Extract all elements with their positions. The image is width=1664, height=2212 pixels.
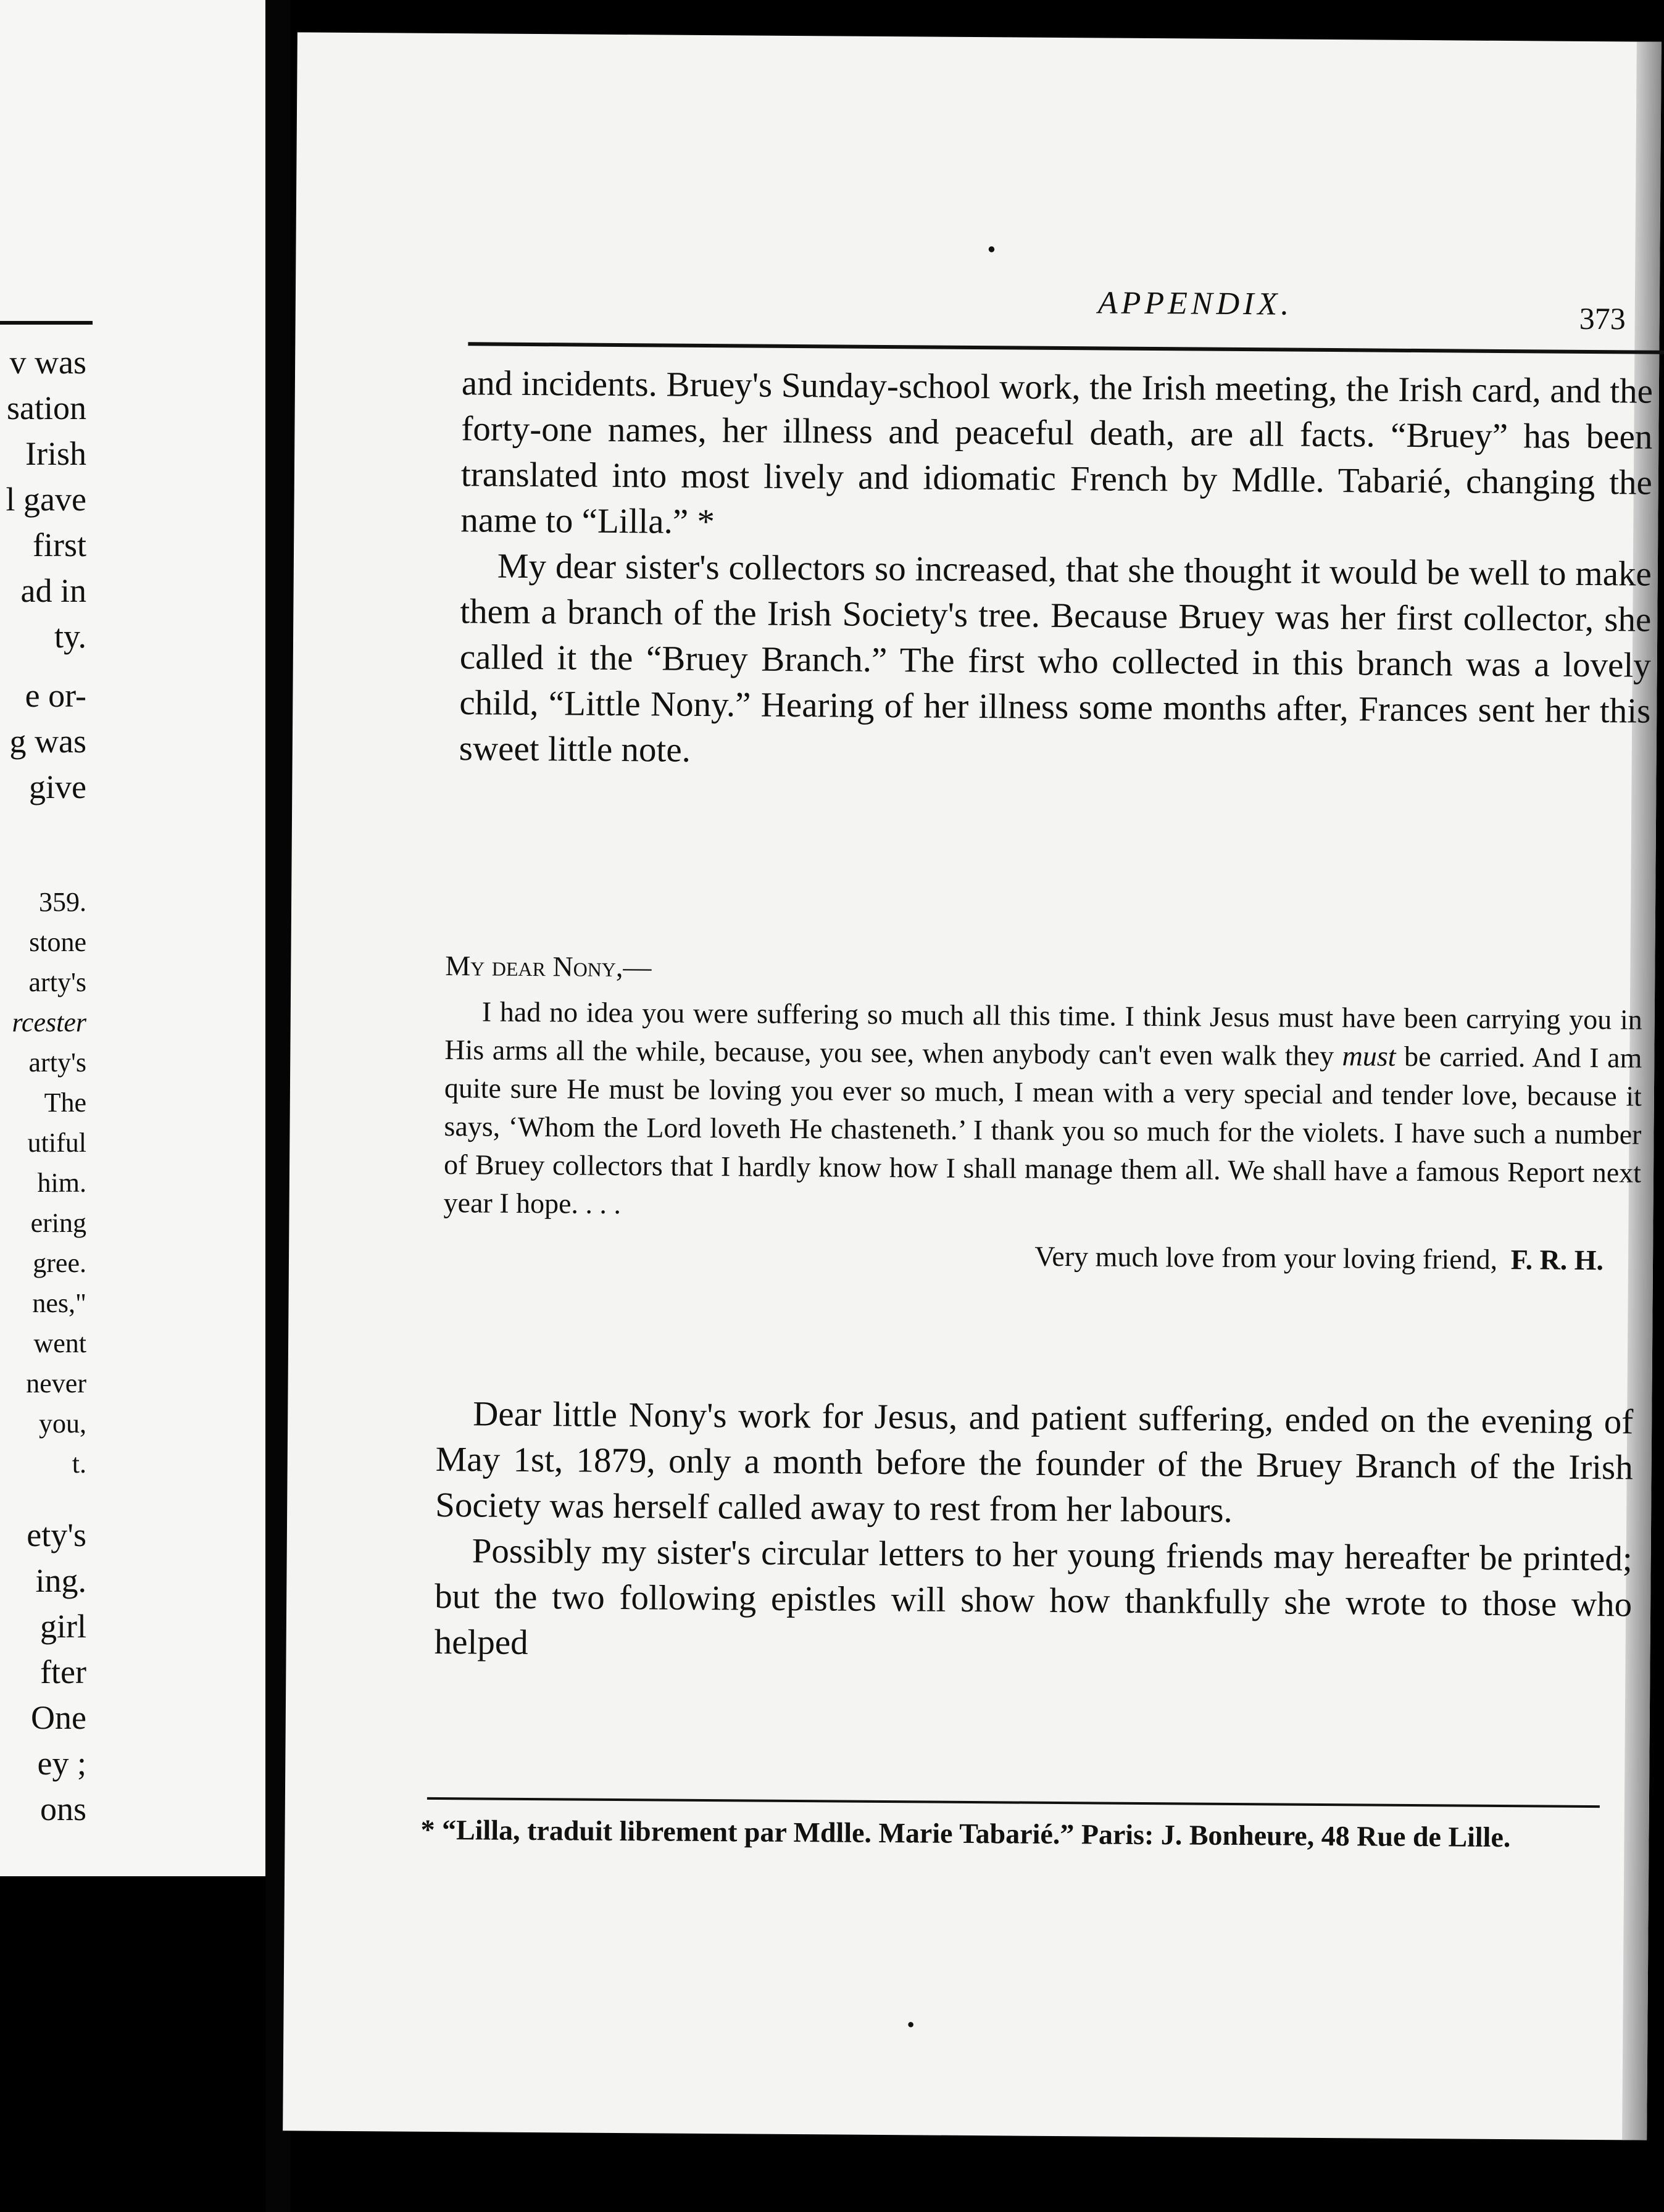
letter xyxy=(443,947,1643,1280)
left-line: girl xyxy=(40,1608,86,1645)
letter-text: be carried. And I am quite sure He must be loving you ever so much, I mean with a very special and tender love, because it says, ‘Whom the Lord loveth He chasteneth.’ I thank you so much for the violets. I have such a number of Bruey collectors that I hardly know how I shall manage them all. We shall have a famous Report next year I hope. . . . xyxy=(443,1040,1642,1220)
left-line: Irish xyxy=(25,435,86,472)
left-line: ty. xyxy=(54,618,86,655)
left-line: g was xyxy=(9,723,86,760)
left-line: nes," xyxy=(32,1288,86,1318)
letter-closing: Very much love from your loving friend, xyxy=(1034,1240,1498,1275)
paragraph: My dear sister's collectors so increased, that she thought it would be well to make them a branch of the Irish Society's tree. Because Bruey was her first collector, she called it the “Bruey Branch.” The first who collected in this branch was a lovely child, “Little Nony.” Hearing of her illness some months after, Frances sent her this sweet little note. xyxy=(459,546,1652,770)
letter-emphasis: must xyxy=(1342,1040,1396,1072)
letter-body xyxy=(443,992,1642,1231)
left-line: The xyxy=(44,1087,86,1118)
left-line: you, xyxy=(39,1408,86,1439)
left-line: ering xyxy=(30,1208,86,1238)
left-line: ons xyxy=(40,1790,86,1827)
body-text-top xyxy=(459,360,1654,780)
left-line: fter xyxy=(40,1653,86,1690)
body-text-bottom xyxy=(434,1391,1633,1674)
left-line: t. xyxy=(72,1449,86,1479)
paragraph: Dear little Nony's work for Jesus, and patient suffering, ended on the evening of May 1st, 1879, only a month before the founder of the Bruey Branch of the Irish Society was herself called away to rest from her labours. xyxy=(435,1394,1634,1530)
letter-initials: F. R. H. xyxy=(1510,1244,1604,1276)
left-line: him. xyxy=(37,1168,86,1198)
left-line: sation xyxy=(7,389,86,426)
running-head: APPENDIX. xyxy=(1097,285,1293,322)
left-page-fragment xyxy=(0,0,265,1876)
left-line: e or- xyxy=(25,677,86,714)
header-rule xyxy=(468,342,1664,354)
left-line: utiful xyxy=(27,1128,86,1158)
ink-mark: • xyxy=(907,2012,915,2037)
left-line: v was xyxy=(9,344,86,381)
left-line: ey ; xyxy=(37,1745,86,1782)
left-line: ad in xyxy=(20,572,86,609)
letter-signoff xyxy=(443,1233,1641,1280)
left-line: 359. xyxy=(39,887,86,917)
left-line: gree. xyxy=(33,1248,86,1278)
left-line: went xyxy=(33,1328,86,1358)
letter-salutation: My dear Nony,— xyxy=(445,950,652,983)
left-line: arty's xyxy=(28,967,86,997)
footnote: * “Lilla, traduit librement par Mdlle. Marie Tabarié.” Paris: J. Bonheure, 48 Rue de Lille. xyxy=(420,1813,1511,1853)
left-line: arty's xyxy=(28,1047,86,1078)
left-line: ety's xyxy=(27,1516,86,1553)
left-line: One xyxy=(31,1699,86,1736)
ink-mark: • xyxy=(987,235,996,264)
left-line: first xyxy=(33,526,86,563)
left-line: give xyxy=(29,768,86,805)
page-number: 373 xyxy=(1579,301,1626,336)
left-line: rcester xyxy=(12,1007,86,1037)
paragraph: and incidents. Bruey's Sunday-school work, the Irish meeting, the Irish card, and the forty-one names, her illness and peaceful death, are all facts. “Bruey” has been translated into most lively and idiomatic French by Mdlle. Tabarié, changing the name to “Lilla.” * xyxy=(460,364,1654,542)
left-page-rule xyxy=(0,321,93,325)
book-page xyxy=(283,32,1662,2140)
left-line: ing. xyxy=(35,1562,86,1599)
left-line: stone xyxy=(29,927,86,957)
left-line: never xyxy=(26,1368,86,1399)
paragraph: Possibly my sister's circular letters to her young friends may hereafter be printed; but the two following epistles will show how thankfully she wrote to those who helped xyxy=(434,1531,1633,1662)
left-line: l gave xyxy=(6,481,86,518)
footnote-rule xyxy=(427,1797,1600,1808)
letter-text: I had no idea you were suffering so much all this time. I think Jesus must have been carrying you in His arms all the while, because, you see, when anybody can't even walk they xyxy=(444,996,1642,1072)
